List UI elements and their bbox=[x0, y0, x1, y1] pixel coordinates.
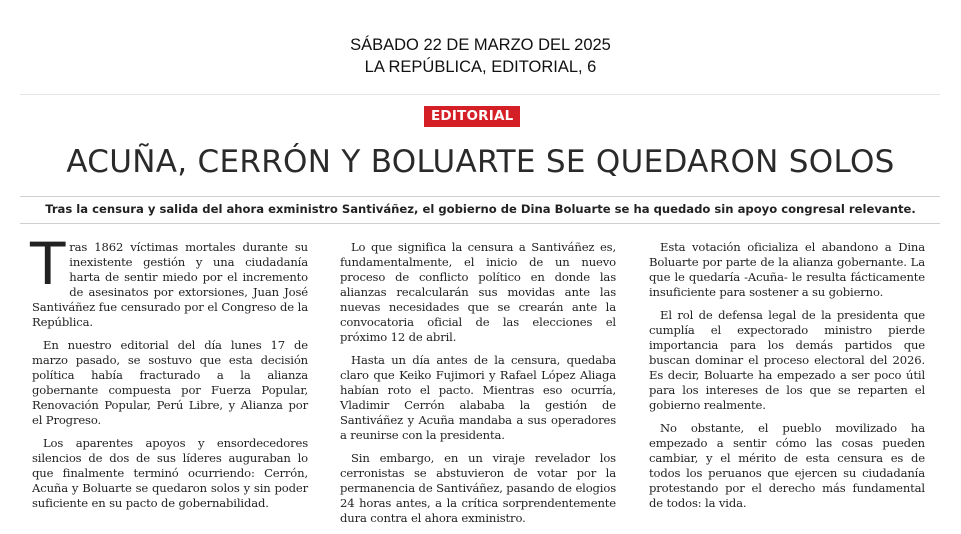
article-column-1 bbox=[30, 230, 308, 519]
subheadline-top-divider bbox=[20, 196, 940, 197]
paragraph: Esta votación oficializa el abandono a Dina Boluarte por parte de la alianza gobernante. La que le quedaría -Acuña- le resulta fácticamente insuficiente para sostener a su gobierno. bbox=[649, 240, 925, 299]
article-headline: ACUÑA, CERRÓN Y BOLUARTE SE QUEDARON SOLOS bbox=[66, 144, 895, 180]
section-tag: EDITORIAL bbox=[424, 106, 520, 127]
date-line: SÁBADO 22 DE MARZO DEL 2025 bbox=[350, 36, 611, 54]
drop-cap: T bbox=[30, 230, 66, 298]
paragraph bbox=[30, 230, 308, 330]
source-line: LA REPÚBLICA, EDITORIAL, 6 bbox=[364, 58, 597, 76]
paragraph: Lo que significa la censura a Santiváñez es, fundamentalmente, el inicio de un nuevo proceso de conflicto político en donde las alianzas recalcularán sus movidas ante las nuevas necesidades que se crearán ante la convocatoria oficial de las elecciones el próximo 12 de abril. bbox=[340, 240, 616, 344]
paragraph: El rol de defensa legal de la presidenta que cumplía el expectorado ministro pierde importancia para los demás partidos que buscan dominar el proceso electoral del 2026. Es decir, Boluarte ha empezado a ser poco útil para los intereses de los que se reparten el gobierno realmente. bbox=[649, 308, 925, 412]
paragraph-text: ras 1862 víctimas mortales durante su inexistente gestión y una ciudadanía harta de sentir miedo por el incremento de asesinatos por extorsiones, Juan José Santiváñez fue censurado por el Congreso de la República. bbox=[32, 240, 308, 329]
paragraph: Hasta un día antes de la censura, quedaba claro que Keiko Fujimori y Rafael López Aliaga habían roto el pacto. Mientras eso ocurría, Vladimir Cerrón alababa la gestión de Santiváñez y Acuña mandaba a sus operadores a reunirse con la presidenta. bbox=[340, 353, 616, 442]
paragraph: Los aparentes apoyos y ensordecedores silencios de dos de sus líderes auguraban lo que finalmente terminó ocurriendo: Cerrón, Acuña y Boluarte se quedaron solos y sin poder suficiente en su pacto de gobernabilidad. bbox=[32, 436, 308, 510]
dateline bbox=[0, 34, 961, 78]
article-column-2 bbox=[340, 240, 616, 534]
paragraph: En nuestro editorial del día lunes 17 de marzo pasado, se sostuvo que esta decisión política había fracturado a la alianza gobernante compuesta por Fuerza Popular, Renovación Popular, Perú Libre, y Alianza por el Progreso. bbox=[32, 338, 308, 427]
top-divider bbox=[20, 94, 940, 95]
paragraph: Sin embargo, en un viraje revelador los cerronistas se abstuvieron de votar por la permanencia de Santiváñez, pasando de elogios 24 horas antes, a la crítica sorprendentemente dura contra el ahora exministro. bbox=[340, 451, 616, 525]
subheadline-bottom-divider bbox=[20, 223, 940, 224]
paragraph: No obstante, el pueblo movilizado ha empezado a sentir cómo las cosas pueden cambiar, y el mérito de esta censura es de todos los peruanos que ejercen su ciudadanía protestando por el derecho más fundamental de todos: la vida. bbox=[649, 421, 925, 510]
article-subheadline: Tras la censura y salida del ahora exministro Santiváñez, el gobierno de Dina Boluarte se ha quedado sin apoyo congresal relevante. bbox=[45, 202, 916, 216]
article-column-3 bbox=[649, 240, 925, 519]
